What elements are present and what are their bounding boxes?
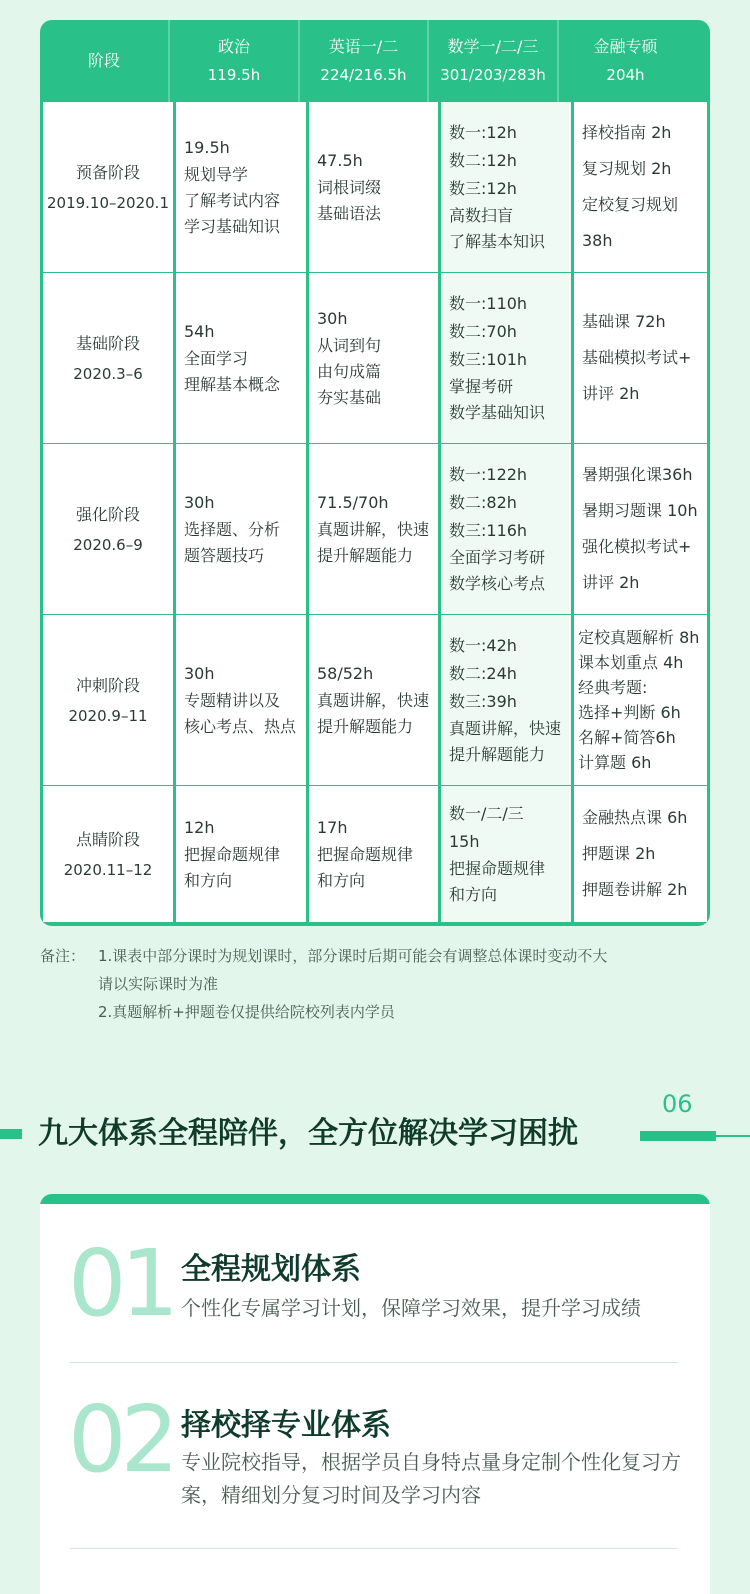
section-number: 06 xyxy=(662,1090,693,1118)
header-politics: 政治 119.5h xyxy=(170,20,300,102)
finance-cell: 择校指南 2h 复习规划 2h 定校复习规划 38h xyxy=(574,102,707,272)
schedule-table xyxy=(40,20,710,926)
table-row xyxy=(43,102,707,272)
title-line-right xyxy=(716,1135,750,1137)
note-line: 2.真题解析+押题卷仅提供给院校列表内学员 xyxy=(98,1003,395,1021)
divider xyxy=(70,1362,678,1363)
table-row xyxy=(43,615,707,785)
system-number: 02 xyxy=(68,1386,174,1493)
system-number: 01 xyxy=(68,1230,174,1337)
divider xyxy=(70,1548,678,1549)
notes-items xyxy=(98,942,728,1026)
section-header xyxy=(0,1090,750,1170)
stage-cell: 强化阶段 2020.6–9 xyxy=(43,444,173,614)
politics-cell: 54h 全面学习 理解基本概念 xyxy=(176,273,306,443)
table-header-row xyxy=(40,20,710,102)
stage-cell: 冲刺阶段 2020.9–11 xyxy=(43,615,173,785)
note-line: 请以实际课时为准 xyxy=(98,975,219,993)
finance-cell: 金融热点课 6h 押题课 2h 押题卷讲解 2h xyxy=(574,786,707,922)
stage-cell: 点睛阶段 2020.11–12 xyxy=(43,786,173,922)
title-bar-right xyxy=(640,1131,716,1141)
title-bar-left xyxy=(0,1129,22,1139)
system-desc: 个性化专属学习计划，保障学习效果，提升学习成绩 xyxy=(181,1296,641,1320)
header-finance: 金融专硕 204h xyxy=(593,37,658,84)
header-english: 英语一/二 224/216.5h xyxy=(300,20,429,102)
systems-card xyxy=(40,1194,710,1594)
politics-cell: 30h 专题精讲以及 核心考点、热点 xyxy=(176,615,306,785)
stage-cell: 基础阶段 2020.3–6 xyxy=(43,273,173,443)
section-title: 九大体系全程陪伴，全方位解决学习困扰 xyxy=(38,1116,578,1151)
math-cell: 数一:42h 数二:24h 数三:39h 真题讲解，快速 提升解题能力 xyxy=(441,615,571,785)
english-cell: 58/52h 真题讲解，快速 提升解题能力 xyxy=(309,615,438,785)
system-desc: 专业院校指导，根据学员自身特点量身定制个性化复习方案，精细划分复习时间及学习内容 xyxy=(181,1450,681,1507)
header-stage: 阶段 xyxy=(40,20,170,102)
politics-cell: 19.5h 规划导学 了解考试内容 学习基础知识 xyxy=(176,102,306,272)
finance-cell: 定校真题解析 8h 课本划重点 4h 经典考题: 选择+判断 6h 名解+简答6h 计算题 6h xyxy=(574,615,707,785)
notes-label: 备注： xyxy=(40,947,86,965)
table-row xyxy=(43,273,707,443)
table-row xyxy=(43,786,707,922)
math-cell: 数一:12h 数二:12h 数三:12h 高数扫盲 了解基本知识 xyxy=(441,102,571,272)
politics-cell: 30h 选择题、分析 题答题技巧 xyxy=(176,444,306,614)
stage-cell: 预备阶段 2019.10–2020.1 xyxy=(43,102,173,272)
math-cell: 数一:110h 数二:70h 数三:101h 掌握考研 数学基础知识 xyxy=(441,273,571,443)
system-title: 择校择专业体系 xyxy=(181,1408,391,1443)
english-cell: 30h 从词到句 由句成篇 夯实基础 xyxy=(309,273,438,443)
card-top-stripe xyxy=(40,1194,710,1204)
system-title: 全程规划体系 xyxy=(181,1252,361,1287)
math-cell: 数一:122h 数二:82h 数三:116h 全面学习考研 数学核心考点 xyxy=(441,444,571,614)
table-row xyxy=(43,444,707,614)
system-item xyxy=(68,1230,680,1364)
english-cell: 17h 把握命题规律 和方向 xyxy=(309,786,438,922)
finance-cell: 基础课 72h 基础模拟考试+ 讲评 2h xyxy=(574,273,707,443)
system-item xyxy=(68,1386,681,1550)
finance-cell: 暑期强化课36h 暑期习题课 10h 强化模拟考试+ 讲评 2h xyxy=(574,444,707,614)
header-math: 数学一/二/三 301/203/283h xyxy=(429,20,559,102)
note-line: 1.课表中部分课时为规划课时，部分课时后期可能会有调整总体课时变动不大 xyxy=(98,947,608,965)
politics-cell: 12h 把握命题规律 和方向 xyxy=(176,786,306,922)
english-cell: 71.5/70h 真题讲解，快速 提升解题能力 xyxy=(309,444,438,614)
english-cell: 47.5h 词根词缀 基础语法 xyxy=(309,102,438,272)
math-cell: 数一/二/三 15h 把握命题规律 和方向 xyxy=(441,786,571,922)
